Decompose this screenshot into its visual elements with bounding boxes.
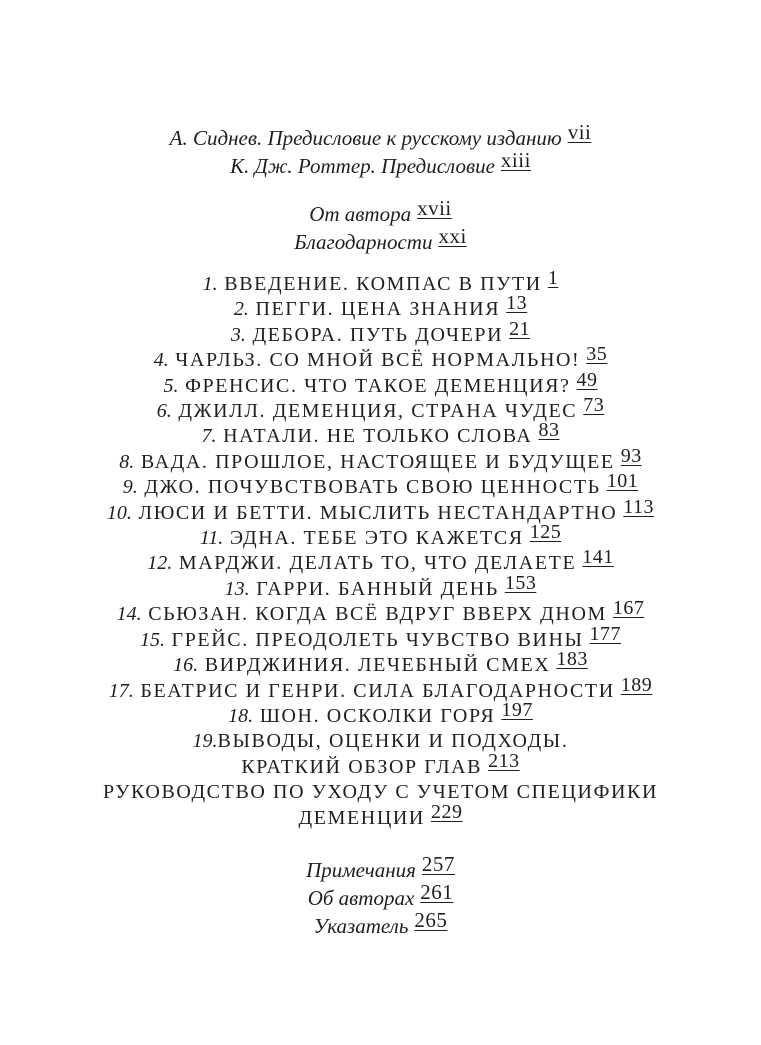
chapter-number: 15. <box>139 628 165 651</box>
chapter-number: 16. <box>173 654 199 677</box>
chapter-title: ДЖИЛЛ. ДЕМЕНЦИЯ, СТРАНА ЧУДЕС <box>178 400 578 423</box>
chapter-number: 17. <box>108 679 134 702</box>
toc-chapter[interactable] <box>0 546 761 576</box>
toc-entry[interactable] <box>0 908 761 940</box>
page-number-link[interactable]: 257 <box>421 852 455 876</box>
chapter-title: ГРЕЙС. ПРЕОДОЛЕТЬ ЧУВСТВО ВИНЫ <box>171 628 584 651</box>
chapter-title: ЭДНА. ТЕБЕ ЭТО КАЖЕТСЯ <box>229 527 524 550</box>
toc-guide[interactable] <box>0 780 761 805</box>
page-number-link[interactable]: 49 <box>576 368 598 391</box>
page-number-link[interactable]: 183 <box>556 648 588 671</box>
page-number-link[interactable]: 177 <box>589 622 622 645</box>
toc-chapter-continuation[interactable] <box>0 749 761 780</box>
toc-chapter[interactable] <box>0 597 761 627</box>
page-number-link[interactable]: xvii <box>417 196 452 220</box>
toc-entry-title: Указатель <box>313 914 409 938</box>
page-number-link[interactable]: 1 <box>547 267 559 289</box>
toc-chapter[interactable] <box>0 292 761 322</box>
chapter-number: 7. <box>201 425 217 448</box>
toc-entry[interactable] <box>0 224 761 256</box>
back-matter-list <box>0 852 761 940</box>
toc-entry-title: Об авторах <box>307 886 415 910</box>
toc-chapter[interactable] <box>0 343 761 373</box>
chapter-title: ШОН. ОСКОЛКИ ГОРЯ <box>259 704 496 727</box>
chapter-number: 2. <box>233 298 249 321</box>
front-matter-list-2 <box>0 196 761 256</box>
page-number-link[interactable]: 153 <box>504 571 537 594</box>
toc-chapter[interactable] <box>0 419 761 449</box>
toc-chapter[interactable] <box>0 267 761 297</box>
chapter-title: ФРЕНСИС. ЧТО ТАКОЕ ДЕМЕНЦИЯ? <box>185 374 571 397</box>
page-number-link[interactable]: vii <box>567 120 592 144</box>
toc-chapter[interactable] <box>0 571 761 602</box>
toc-chapter[interactable] <box>0 622 761 653</box>
page-number-link[interactable]: 167 <box>612 597 645 620</box>
page-number-link[interactable]: 125 <box>529 521 562 544</box>
toc-chapter[interactable] <box>0 495 761 526</box>
toc-entry-title: К. Дж. Роттер. Предисловие <box>230 154 495 178</box>
chapter-title: КРАТКИЙ ОБЗОР ГЛАВ <box>241 755 483 778</box>
page-number-link[interactable]: 101 <box>606 470 639 493</box>
toc-chapter[interactable] <box>0 673 761 704</box>
toc-entry-title: А. Сиднев. Предисловие к русскому изданию <box>169 126 562 150</box>
chapter-list <box>0 267 761 831</box>
chapter-number: 5. <box>163 374 179 397</box>
toc-entry[interactable] <box>0 148 761 180</box>
guide-title-line2: ДЕМЕНЦИИ <box>298 806 425 829</box>
chapter-number: 19. <box>192 730 218 753</box>
toc-chapter[interactable] <box>0 317 761 348</box>
page-number-link[interactable]: 93 <box>620 444 642 467</box>
chapter-title: ВВЕДЕНИЕ. КОМПАС В ПУТИ <box>224 273 542 295</box>
page-number-link[interactable]: 213 <box>488 749 520 772</box>
page-number-link[interactable]: 13 <box>506 292 528 315</box>
toc-entry[interactable] <box>0 120 761 152</box>
chapter-number: 8. <box>119 450 135 473</box>
toc-entry-title: От автора <box>309 202 412 226</box>
toc-chapter[interactable] <box>0 444 761 475</box>
page-number-link[interactable]: 83 <box>538 419 560 442</box>
page-number-link[interactable]: 73 <box>583 394 605 417</box>
chapter-number: 14. <box>116 603 142 626</box>
page-number-link[interactable]: 197 <box>501 698 533 721</box>
chapter-title: ЛЮСИ И БЕТТИ. МЫСЛИТЬ НЕСТАНДАРТНО <box>138 501 618 524</box>
toc-chapter[interactable] <box>0 698 761 729</box>
page-number-link[interactable]: 21 <box>509 317 531 340</box>
toc-entry-title: Примечания <box>306 858 416 882</box>
page-number-link[interactable]: 261 <box>420 880 454 904</box>
toc-chapter[interactable] <box>0 394 761 424</box>
front-matter-list <box>0 120 761 180</box>
toc-entry[interactable] <box>0 852 761 884</box>
chapter-title: ДЖО. ПОЧУВСТВОВАТЬ СВОЮ ЦЕННОСТЬ <box>144 476 601 499</box>
toc-entry-title: Благодарности <box>294 230 433 254</box>
toc-guide-continuation[interactable] <box>0 800 761 831</box>
chapter-title: ЧАРЛЬЗ. СО МНОЙ ВСЁ НОРМАЛЬНО! <box>175 349 581 372</box>
chapter-number: 12. <box>147 552 173 575</box>
page-number-link[interactable]: 35 <box>586 343 608 366</box>
chapter-title: ВИРДЖИНИЯ. ЛЕЧЕБНЫЙ СМЕХ <box>204 654 551 677</box>
toc-chapter[interactable] <box>0 729 761 754</box>
chapter-number: 18. <box>228 704 254 727</box>
page-number-link[interactable]: 229 <box>430 800 463 823</box>
chapter-number: 6. <box>156 400 172 423</box>
chapter-title: ГАРРИ. БАННЫЙ ДЕНЬ <box>256 577 499 600</box>
chapter-number: 10. <box>106 501 132 524</box>
chapter-title: НАТАЛИ. НЕ ТОЛЬКО СЛОВА <box>223 425 533 448</box>
chapter-title: ПЕГГИ. ЦЕНА ЗНАНИЯ <box>255 298 501 321</box>
chapter-number: 11. <box>199 527 224 550</box>
chapter-title: СЬЮЗАН. КОГДА ВСЁ ВДРУГ ВВЕРХ ДНОМ <box>148 603 607 626</box>
chapter-number: 3. <box>230 323 246 346</box>
chapter-title: МАРДЖИ. ДЕЛАТЬ ТО, ЧТО ДЕЛАЕТЕ <box>178 552 577 575</box>
guide-title-line1: РУКОВОДСТВО ПО УХОДУ С УЧЕТОМ СПЕЦИФИКИ <box>102 781 659 804</box>
page-number-link[interactable]: xxi <box>438 224 467 248</box>
toc-entry[interactable] <box>0 880 761 912</box>
chapter-title: ДЕБОРА. ПУТЬ ДОЧЕРИ <box>252 323 504 346</box>
page-number-link[interactable]: 265 <box>414 908 448 932</box>
chapter-number: 1. <box>202 273 218 295</box>
chapter-title: ВАДА. ПРОШЛОЕ, НАСТОЯЩЕЕ И БУДУЩЕЕ <box>140 450 615 473</box>
chapter-title: ВЫВОДЫ, ОЦЕНКИ И ПОДХОДЫ. <box>217 730 569 753</box>
chapter-title: БЕАТРИС И ГЕНРИ. СИЛА БЛАГОДАРНОСТИ <box>140 679 615 702</box>
toc-chapter[interactable] <box>0 521 761 551</box>
page-number-link[interactable]: xiii <box>500 148 531 172</box>
page-number-link[interactable]: 141 <box>582 546 614 569</box>
chapter-number: 13. <box>224 577 250 600</box>
chapter-number: 9. <box>122 476 138 499</box>
toc-chapter[interactable] <box>0 368 761 399</box>
page-number-link[interactable]: 189 <box>620 673 653 696</box>
page-number-link[interactable]: 113 <box>623 495 655 518</box>
chapter-number: 4. <box>153 349 169 372</box>
toc-entry[interactable] <box>0 196 761 228</box>
